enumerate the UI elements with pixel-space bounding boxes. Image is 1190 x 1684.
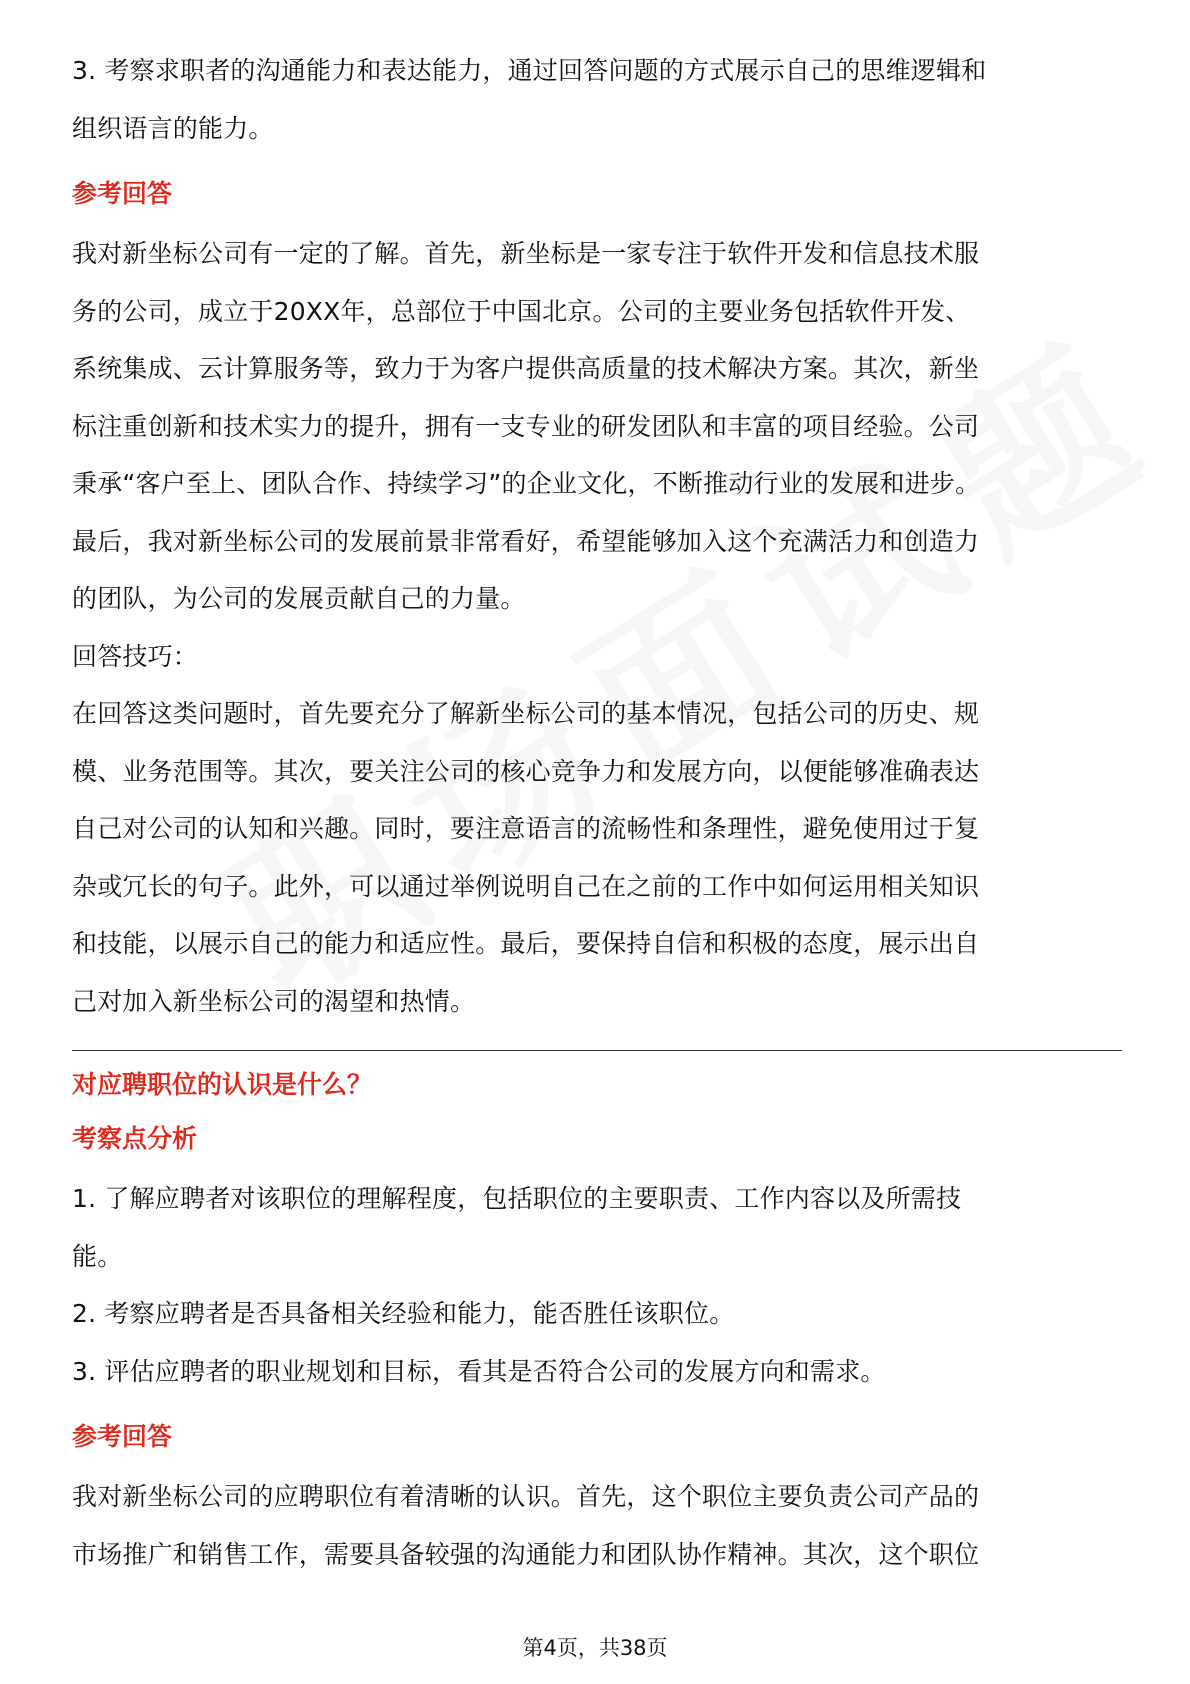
- text-line: 自己对公司的认知和兴趣。同时，要注意语言的流畅性和条理性，避免使用过于复: [72, 814, 980, 843]
- reference-answer-heading: 参考回答: [72, 179, 173, 208]
- text-line: 在回答这类问题时，首先要充分了解新坐标公司的基本情况，包括公司的历史、规: [72, 699, 980, 728]
- document-body: [72, 42, 1122, 1583]
- text-line: 组织语言的能力。: [72, 113, 274, 143]
- analysis-heading: 考察点分析: [72, 1124, 198, 1153]
- text-line: 己对加入新坐标公司的渴望和热情。: [72, 986, 476, 1016]
- reference-answer: [72, 225, 1122, 628]
- point-3: [72, 42, 1122, 157]
- text-line: 系统集成、云计算服务等，致力于为客户提供高质量的技术解决方案。其次，新坐: [72, 354, 980, 383]
- analysis-points: [72, 1170, 1122, 1400]
- text-line: 秉承“客户至上、团队合作、持续学习”的企业文化，不断推动行业的发展和进步。: [72, 469, 981, 498]
- text-line: 和技能，以展示自己的能力和适应性。最后，要保持自信和积极的态度，展示出自: [72, 929, 980, 958]
- text-line: 我对新坐标公司的应聘职位有着清晰的认识。首先，这个职位主要负责公司产品的: [72, 1482, 980, 1511]
- text-line: 能。: [72, 1241, 123, 1271]
- answer-tips: [72, 685, 1122, 1030]
- text-line: 模、业务范围等。其次，要关注公司的核心竞争力和发展方向，以便能够准确表达: [72, 756, 980, 786]
- text-line: 最后，我对新坐标公司的发展前景非常看好，希望能够加入这个充满活力和创造力: [72, 526, 980, 556]
- text-line: 2. 考察应聘者是否具备相关经验和能力，能否胜任该职位。: [72, 1299, 735, 1328]
- text-line: 3. 评估应聘者的职业规划和目标，看其是否符合公司的发展方向和需求。: [72, 1356, 886, 1386]
- text-line: 标注重创新和技术实力的提升，拥有一支专业的研发团队和丰富的项目经验。公司: [72, 411, 980, 441]
- page-number: 第4页，共38页: [522, 1636, 668, 1660]
- text-line: 3. 考察求职者的沟通能力和表达能力，通过回答问题的方式展示自己的思维逻辑和: [72, 56, 987, 85]
- reference-answer: [72, 1468, 1122, 1583]
- answer-tips-label: 回答技巧：: [72, 641, 199, 671]
- text-line: 1. 了解应聘者对该职位的理解程度，包括职位的主要职责、工作内容以及所需技: [72, 1184, 962, 1213]
- text-line: 我对新坐标公司有一定的了解。首先，新坐标是一家专注于软件开发和信息技术服: [72, 239, 980, 268]
- text-line: 杂或冗长的句子。此外，可以通过举例说明自己在之前的工作中如何运用相关知识: [72, 871, 980, 901]
- text-line: 的团队，为公司的发展贡献自己的力量。: [72, 584, 526, 613]
- text-line: 市场推广和销售工作，需要具备较强的沟通能力和团队协作精神。其次，这个职位: [72, 1539, 980, 1569]
- text-line: 务的公司，成立于20XX年，总部位于中国北京。公司的主要业务包括软件开发、: [72, 296, 971, 326]
- question-title: 对应聘职位的认识是什么？: [72, 1070, 373, 1099]
- reference-answer-heading: 参考回答: [72, 1422, 173, 1451]
